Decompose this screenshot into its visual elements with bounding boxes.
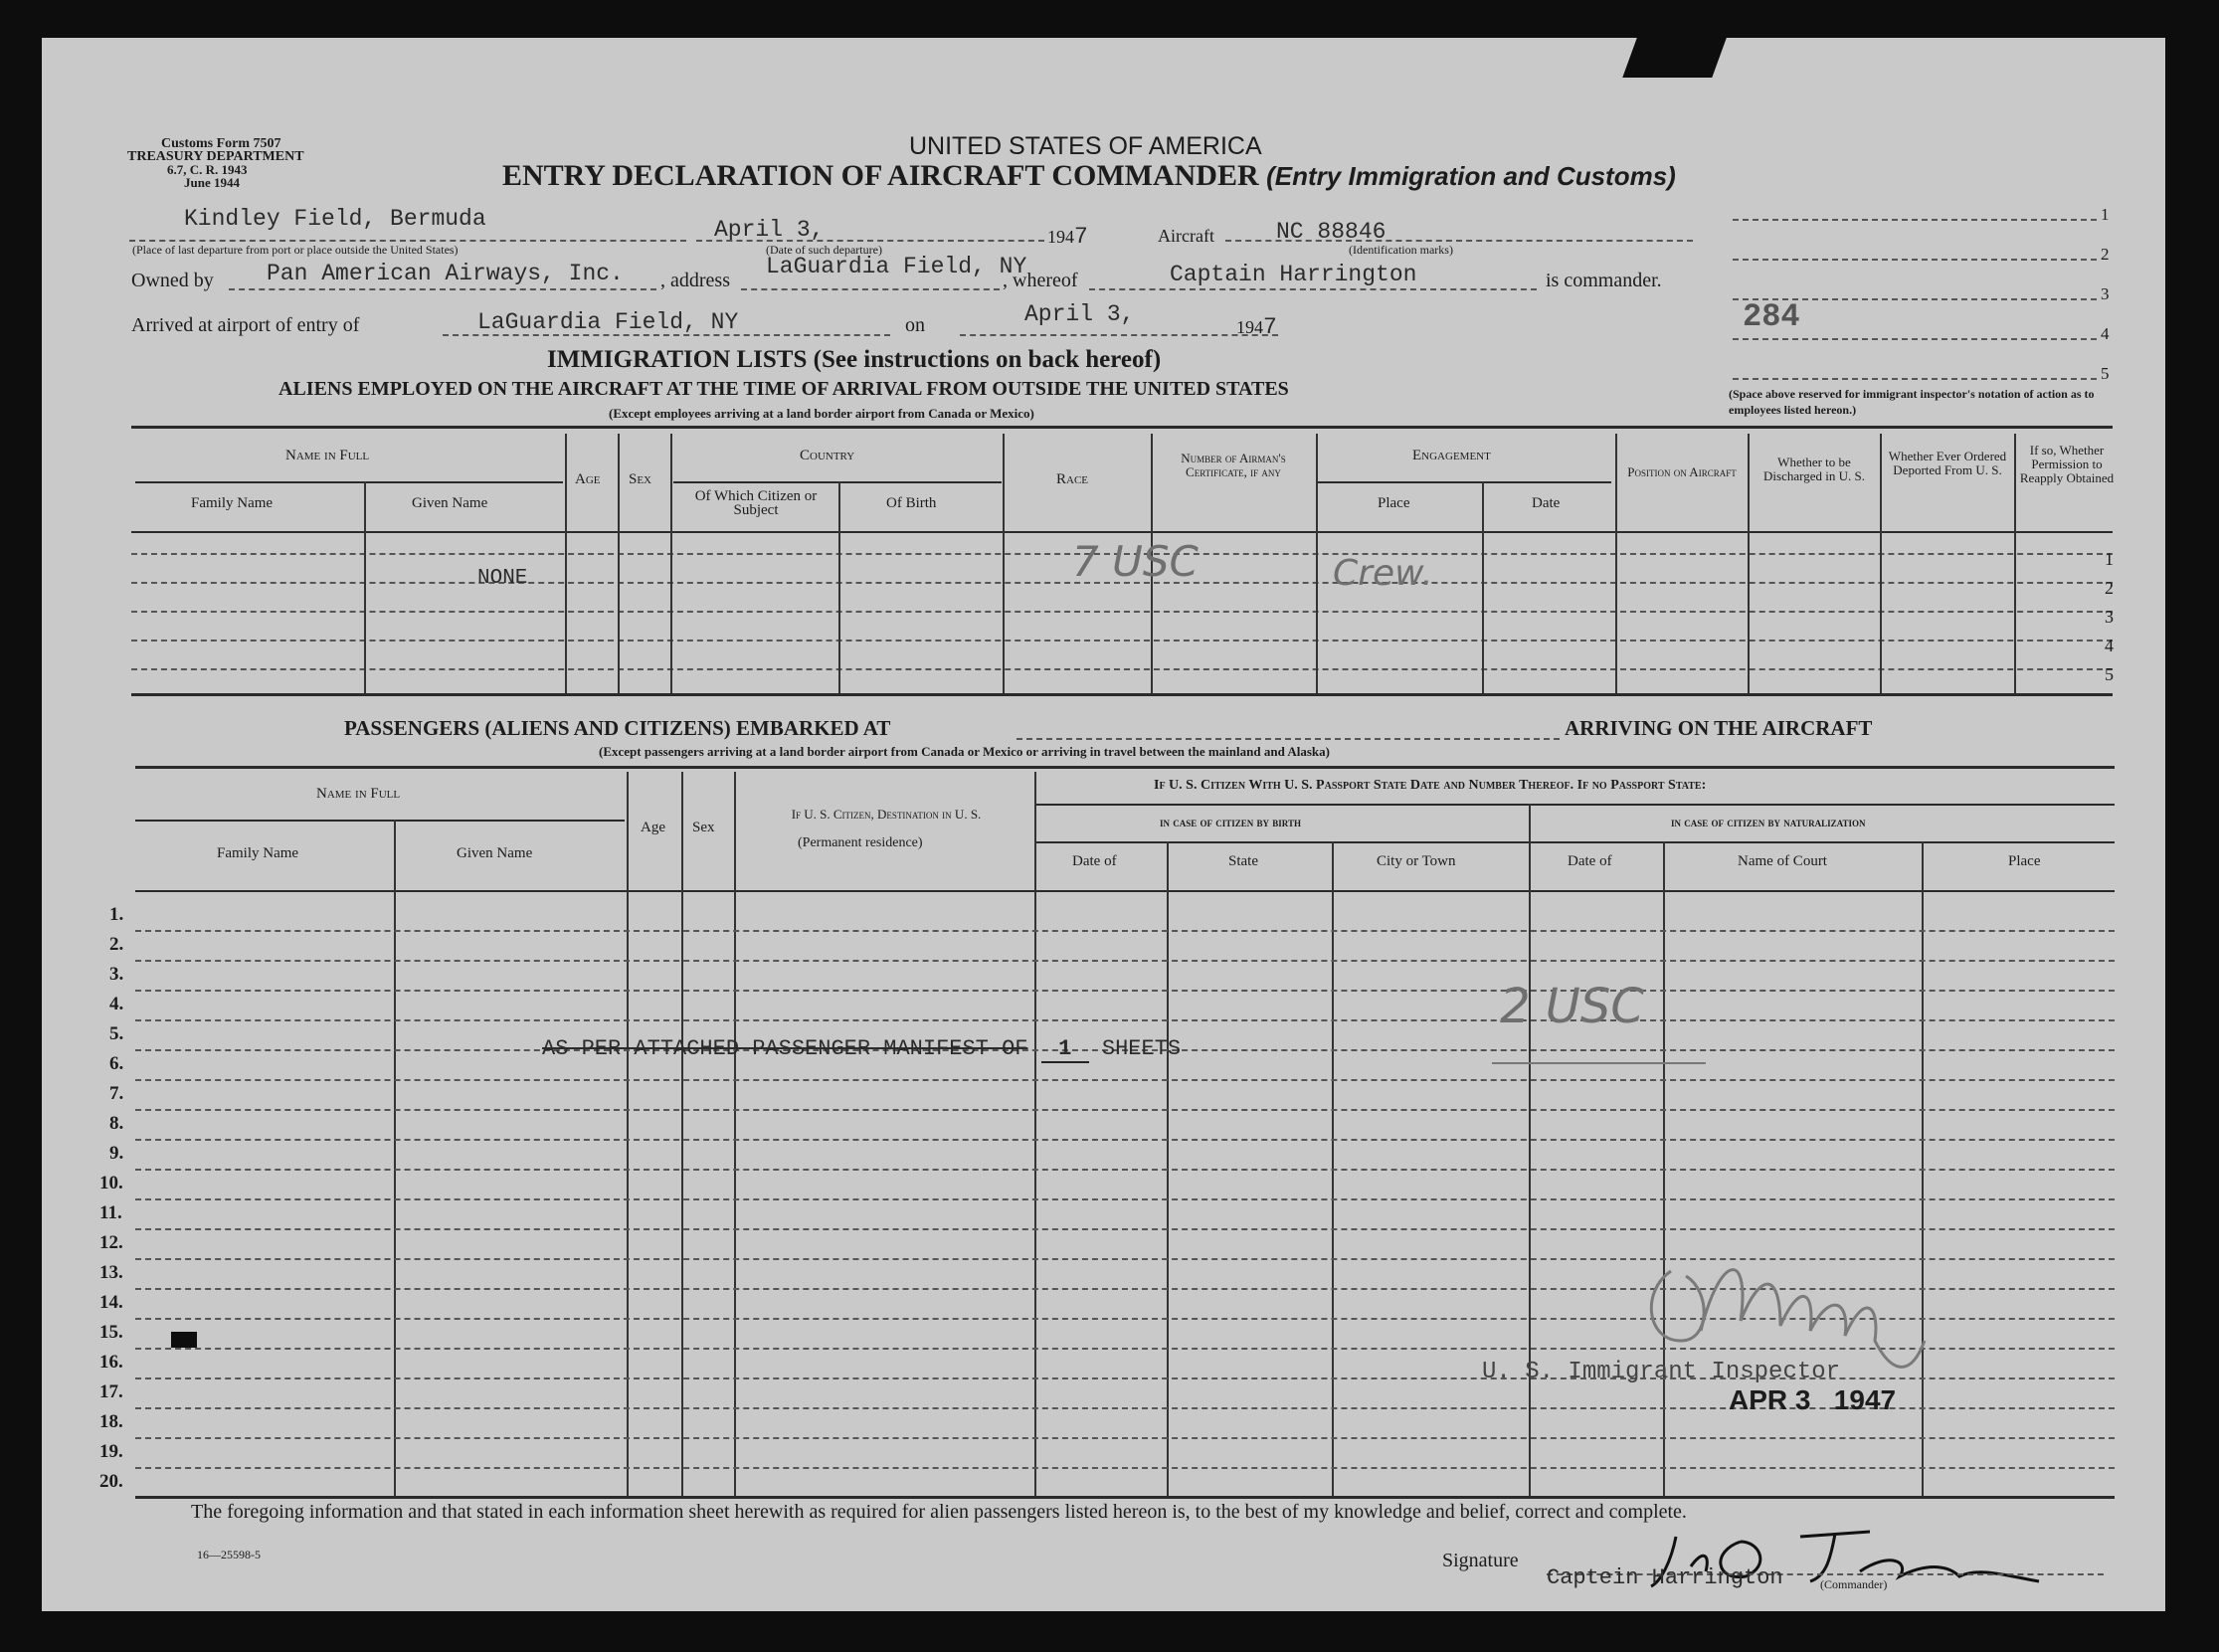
pax-row-20: 20.	[99, 1471, 123, 1492]
imm-col-cert: Number of Airman's Certificate, if any	[1181, 451, 1286, 479]
ink-blot	[171, 1332, 197, 1348]
inspector-line-2: 2	[2101, 245, 2110, 264]
address-label: , address	[660, 270, 730, 291]
inspector-line-3: 3	[2101, 284, 2110, 303]
departure-year: 1947	[1047, 224, 1088, 250]
inspector-line-1: 1	[2101, 205, 2110, 224]
commander-name: Captain Harrington	[1170, 262, 1417, 287]
pax-col-name-in-full: Name in Full	[316, 786, 401, 802]
pax-row-6: 6.	[109, 1053, 124, 1074]
imm-row-1: 1	[2105, 549, 2114, 569]
inspector-number: 284	[1743, 298, 1800, 335]
imm-col-name-in-full: Name in Full	[285, 448, 370, 463]
imm-col-citizen: Of Which Citizen or Subject	[694, 488, 818, 518]
imm-col-family: Family Name	[191, 495, 274, 511]
pax-row-4: 4.	[109, 994, 124, 1014]
imm-row-3: 3	[2105, 607, 2114, 627]
pax-row-9: 9.	[109, 1143, 124, 1164]
imm-hand-crew: Crew.	[1333, 553, 1433, 594]
inspector-caption: (Space above reserved for immigrant inspector's notation of action as to employees listed hereon.)	[1729, 387, 2095, 417]
pax-row-15: 15.	[99, 1322, 123, 1343]
print-code: 16—25598-5	[197, 1548, 261, 1561]
imm-col-place: Place	[1378, 495, 1410, 511]
form-id-line3: 6.7, C. R. 1943	[167, 162, 248, 177]
pax-col-destination: If U. S. Citizen, Destination in U. S.	[791, 807, 982, 822]
pax-row-19: 19.	[99, 1441, 123, 1462]
aircraft-marks: NC 88846	[1276, 219, 1387, 245]
departure-date-caption: (Date of such departure)	[766, 243, 882, 257]
form-id-line1: Customs Form 7507	[161, 136, 281, 151]
imm-col-permission: If so, Whether Permission to Reapply Obtained	[2019, 443, 2115, 485]
manifest-note	[542, 1036, 1181, 1063]
title-main: ENTRY DECLARATION OF AIRCRAFT COMMANDER	[502, 159, 1259, 192]
inspector-line-5: 5	[2101, 364, 2110, 383]
immigration-heading: IMMIGRATION LISTS (See instructions on back hereof)	[547, 346, 1162, 373]
pax-col-place: Place	[2008, 853, 2041, 869]
imm-col-discharged: Whether to be Discharged in U. S.	[1763, 455, 1865, 483]
on-label: on	[905, 314, 925, 336]
whereof-label: , whereof	[1003, 270, 1078, 291]
pax-col-destination-sub: (Permanent residence)	[798, 835, 923, 850]
pax-row-12: 12.	[99, 1232, 123, 1253]
pax-row-5: 5.	[109, 1023, 124, 1044]
pax-row-17: 17.	[99, 1381, 123, 1402]
pax-col-given: Given Name	[457, 845, 533, 861]
owner-address: LaGuardia Field, NY	[766, 254, 1027, 279]
pax-col-date-of2: Date of	[1568, 853, 1612, 869]
inspector-line-4: 4	[2101, 324, 2110, 343]
imm-col-given: Given Name	[412, 495, 488, 511]
pax-row-13: 13.	[99, 1262, 123, 1283]
pax-row-1: 1.	[109, 904, 124, 925]
departure-place-caption: (Place of last departure from port or place outside the United States)	[132, 243, 459, 257]
imm-row-5: 5	[2105, 664, 2114, 684]
imm-hand-count: 7 USC	[1072, 537, 1199, 586]
imm-col-age: Age	[575, 471, 601, 487]
pax-col-state: State	[1228, 853, 1258, 869]
pax-col-date-of: Date of	[1072, 853, 1117, 869]
imm-col-birth: Of Birth	[886, 495, 937, 511]
immigration-subheading: ALIENS EMPLOYED ON THE AIRCRAFT AT THE TIME OF ARRIVAL FROM OUTSIDE THE UNITED STATES	[278, 378, 1289, 400]
pax-col-sex: Sex	[692, 820, 715, 835]
pax-row-18: 18.	[99, 1411, 123, 1432]
imm-col-deported: Whether Ever Ordered Deported From U. S.	[1888, 449, 2007, 477]
manifest-count: 1	[1041, 1036, 1089, 1063]
pax-col-court: Name of Court	[1738, 853, 1827, 869]
arrived-label: Arrived at airport of entry of	[131, 314, 360, 336]
inspector-title: U. S. Immigrant Inspector	[1482, 1359, 1841, 1385]
pax-col-nat-group: in case of citizen by naturalization	[1671, 815, 1866, 829]
title-sub: (Entry Immigration and Customs)	[1266, 161, 1676, 191]
pax-row-11: 11.	[99, 1202, 122, 1223]
form-id-line2: TREASURY DEPARTMENT	[127, 149, 304, 164]
pax-row-16: 16.	[99, 1352, 123, 1373]
imm-col-date: Date	[1532, 495, 1561, 511]
pax-col-birth-group: in case of citizen by birth	[1160, 815, 1301, 829]
pax-col-age: Age	[641, 820, 665, 835]
country-heading: UNITED STATES OF AMERICA	[909, 132, 1262, 160]
pax-row-7: 7.	[109, 1083, 124, 1104]
pax-row-14: 14.	[99, 1292, 123, 1313]
pax-row-10: 10.	[99, 1173, 123, 1193]
pax-row-2: 2.	[109, 934, 124, 955]
pax-col-city: City or Town	[1377, 853, 1456, 869]
arrival-year: 1947	[1236, 314, 1277, 340]
departure-date: April 3,	[714, 217, 825, 243]
arrival-airport: LaGuardia Field, NY	[477, 309, 739, 335]
page-title	[502, 159, 1676, 193]
signer-caption: (Commander)	[1820, 1577, 1888, 1591]
imm-col-race: Race	[1056, 471, 1089, 487]
pax-col-family: Family Name	[217, 845, 299, 861]
pax-row-3: 3.	[109, 964, 124, 985]
passenger-note: (Except passengers arriving at a land border airport from Canada or Mexico or arriving in travel between the mainland and Alaska)	[599, 744, 1330, 759]
form-id-line4: June 1944	[184, 175, 240, 190]
declaration-text: The foregoing information and that stated in each information sheet herewith as required for alien passengers listed hereon is, to the best of my knowledge and belief, correct and complete.	[191, 1501, 1687, 1523]
inspection-stamp-date: APR 3 1947	[1729, 1384, 1897, 1415]
imm-col-engagement: Engagement	[1412, 448, 1491, 463]
passenger-heading-right: ARRIVING ON THE AIRCRAFT	[1565, 716, 1873, 740]
imm-col-sex: Sex	[629, 471, 652, 487]
manifest-text-a: AS PER ATTACHED PASSENGER MANIFEST OF	[542, 1036, 1028, 1061]
imm-entry-given: NONE	[477, 567, 528, 590]
immigration-note: (Except employees arriving at a land border airport from Canada or Mexico)	[609, 406, 1034, 421]
imm-col-position: Position on Aircraft	[1627, 464, 1737, 479]
arrival-date: April 3,	[1024, 301, 1135, 327]
commander-suffix: is commander.	[1546, 270, 1662, 291]
pax-col-passport: If U. S. Citizen With U. S. Passport State Date and Number Thereof. If no Passport State:	[1154, 778, 1707, 793]
pax-row-8: 8.	[109, 1113, 124, 1134]
passenger-heading-left: PASSENGERS (ALIENS AND CITIZENS) EMBARKED AT	[344, 716, 891, 740]
signer-name: Captein Harrington	[1547, 1565, 1783, 1590]
owned-by-label: Owned by	[131, 270, 214, 291]
imm-col-country: Country	[800, 448, 855, 463]
manifest-text-b: SHEETS	[1101, 1036, 1182, 1061]
aircraft-label: Aircraft	[1158, 226, 1214, 246]
imm-row-4: 4	[2105, 636, 2114, 655]
torn-corner-mark	[1622, 30, 1729, 78]
pax-hand-note: 2 USC	[1500, 979, 1644, 1034]
signature-label: Signature	[1442, 1550, 1519, 1571]
departure-place: Kindley Field, Bermuda	[184, 206, 486, 232]
aircraft-caption: (Identification marks)	[1349, 243, 1453, 257]
owner-name: Pan American Airways, Inc.	[267, 261, 624, 286]
imm-row-2: 2	[2105, 578, 2114, 598]
